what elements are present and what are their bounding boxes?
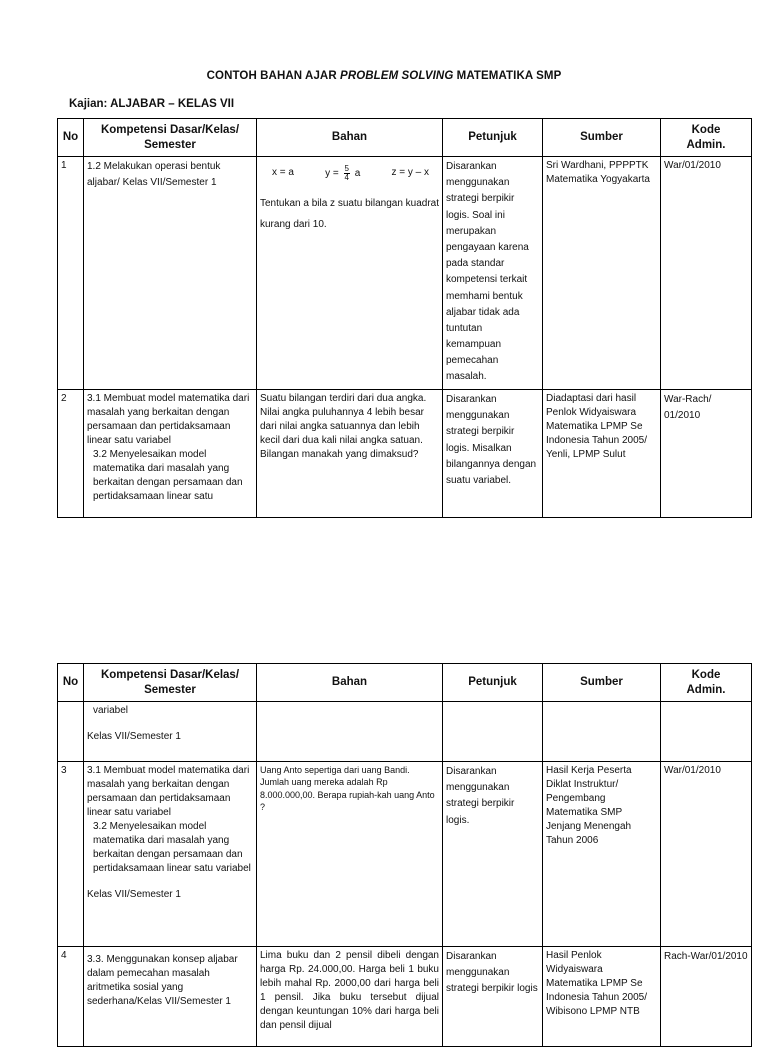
header-petunjuk: Petunjuk xyxy=(443,664,543,702)
row1-petunjuk: Disarankan menggunakan strategi berpikir logis. Soal ini merupakan pengayaan karena pada standar kompetensi terkait memhami bentuk aljabar tidak ada tuntutan kemampuan pemecahan masalah. xyxy=(443,157,543,390)
table-header-row xyxy=(58,664,752,702)
formula-z: z = y – x xyxy=(391,167,429,178)
header-no: No xyxy=(58,119,84,157)
row3-kompetensi: 3.1 Membuat model matematika dari masalah yang berkaitan dengan persamaan dan pertidaksamaan linear satu variabel 3.2 Menyelesaikan model matematika dari masalah yang berkaitan dengan persamaan dan pertidaksamaan linear satu variabel Kelas VII/Semester 1 xyxy=(84,762,257,947)
header-kode: Kode Admin. xyxy=(661,664,752,702)
row4-petunjuk: Disarankan menggunakan strategi berpikir logis xyxy=(443,947,543,1047)
row3-kode: War/01/2010 xyxy=(661,762,752,947)
title-italic: PROBLEM SOLVING xyxy=(340,70,454,82)
kajian-heading: Kajian: ALJABAR – KELAS VII xyxy=(69,98,235,110)
row4-bahan: Lima buku dan 2 pensil dibeli dengan harga Rp. 24.000,00. Harga beli 1 buku lebih mahal Rp. 2000,00 dari harga beli 1 pensil. Jika buku tersebut dijual dengan keuntungan 10% dari harga beli dan pensil dijual xyxy=(257,947,443,1047)
row2-kompetensi: 3.1 Membuat model matematika dari masalah yang berkaitan dengan persamaan dan pertidaksamaan linear satu variabel 3.2 Menyelesaikan model matematika dari masalah yang berkaitan dengan persamaan dan pertidaksamaan linear satu xyxy=(84,390,257,518)
header-no: No xyxy=(58,664,84,702)
header-bahan: Bahan xyxy=(257,119,443,157)
row2-petunjuk: Disarankan menggunakan strategi berpikir logis. Misalkan bilangannya dengan suatu variabel. xyxy=(443,390,543,518)
materials-table-page1 xyxy=(57,118,752,518)
row2-sumber: Diadaptasi dari hasil Penlok Widyaiswara Matematika LPMP Se Indonesia Tahun 2005/ Yenli, LPMP Sulut xyxy=(543,390,661,518)
row3-bahan: Uang Anto sepertiga dari uang Bandi. Jumlah uang mereka adalah Rp 8.000.000,00. Berapa rupiah-kah uang Anto ? xyxy=(257,762,443,947)
row4-kode: Rach-War/01/2010 xyxy=(661,947,752,1047)
header-bahan: Bahan xyxy=(257,664,443,702)
table-row xyxy=(58,702,752,762)
formula-y: y = $\frac{5}{4}$ a xyxy=(325,163,361,182)
row3-sumber: Hasil Kerja Peserta Diklat Instruktur/ Pengembang Matematika SMP Jenjang Menengah Tahun 2006 xyxy=(543,762,661,947)
row2-cont-no xyxy=(58,702,84,762)
row1-kode: War/01/2010 xyxy=(661,157,752,390)
row2-kode: War-Rach/ 01/2010 xyxy=(661,390,752,518)
row1-no: 1 xyxy=(58,157,84,390)
fraction: $\frac{5}{4}$ xyxy=(344,163,349,182)
table-row xyxy=(58,157,752,390)
row1-bahan xyxy=(257,157,443,390)
row2-cont-kompetensi: variabel Kelas VII/Semester 1 xyxy=(84,702,257,762)
header-sumber: Sumber xyxy=(543,119,661,157)
table-row xyxy=(58,947,752,1047)
materials-table-page2 xyxy=(57,663,752,1047)
formula-x: x = a xyxy=(272,167,294,178)
row2-cont-petunjuk xyxy=(443,702,543,762)
row3-petunjuk: Disarankan menggunakan strategi berpikir logis. xyxy=(443,762,543,947)
header-sumber: Sumber xyxy=(543,664,661,702)
row2-bahan: Suatu bilangan terdiri dari dua angka. Nilai angka puluhannya 4 lebih besar dari nilai angka satuannya dan lebih kecil dari dua kali nilai angka satuan. Bilangan manakah yang dimaksud? xyxy=(257,390,443,518)
header-petunjuk: Petunjuk xyxy=(443,119,543,157)
table-row xyxy=(58,762,752,947)
row1-bahan-text: Tentukan a bila z suatu bilangan kuadrat kurang dari 10. xyxy=(260,198,440,230)
row1-kompetensi: 1.2 Melakukan operasi bentuk aljabar/ Kelas VII/Semester 1 xyxy=(84,157,257,390)
header-kompetensi: Kompetensi Dasar/Kelas/ Semester xyxy=(84,119,257,157)
row4-sumber: Hasil Penlok Widyaiswara Matematika LPMP Se Indonesia Tahun 2005/ Wibisono LPMP NTB xyxy=(543,947,661,1047)
table-row xyxy=(58,390,752,518)
row2-no: 2 xyxy=(58,390,84,518)
row1-formula xyxy=(260,161,439,185)
row2-cont-kode xyxy=(661,702,752,762)
document-title: CONTOH BAHAN AJAR PROBLEM SOLVING MATEMATIKA SMP xyxy=(206,70,562,82)
table-header-row xyxy=(58,119,752,157)
row4-no: 4 xyxy=(58,947,84,1047)
row4-kompetensi: 3.3. Menggunakan konsep aljabar dalam pemecahan masalah aritmetika sosial yang sederhana/Kelas VII/Semester 1 xyxy=(84,947,257,1047)
header-kode: Kode Admin. xyxy=(661,119,752,157)
row2-cont-bahan xyxy=(257,702,443,762)
row2-cont-sumber xyxy=(543,702,661,762)
header-kompetensi: Kompetensi Dasar/Kelas/ Semester xyxy=(84,664,257,702)
row1-sumber: Sri Wardhani, PPPPTK Matematika Yogyakarta xyxy=(543,157,661,390)
row3-no: 3 xyxy=(58,762,84,947)
